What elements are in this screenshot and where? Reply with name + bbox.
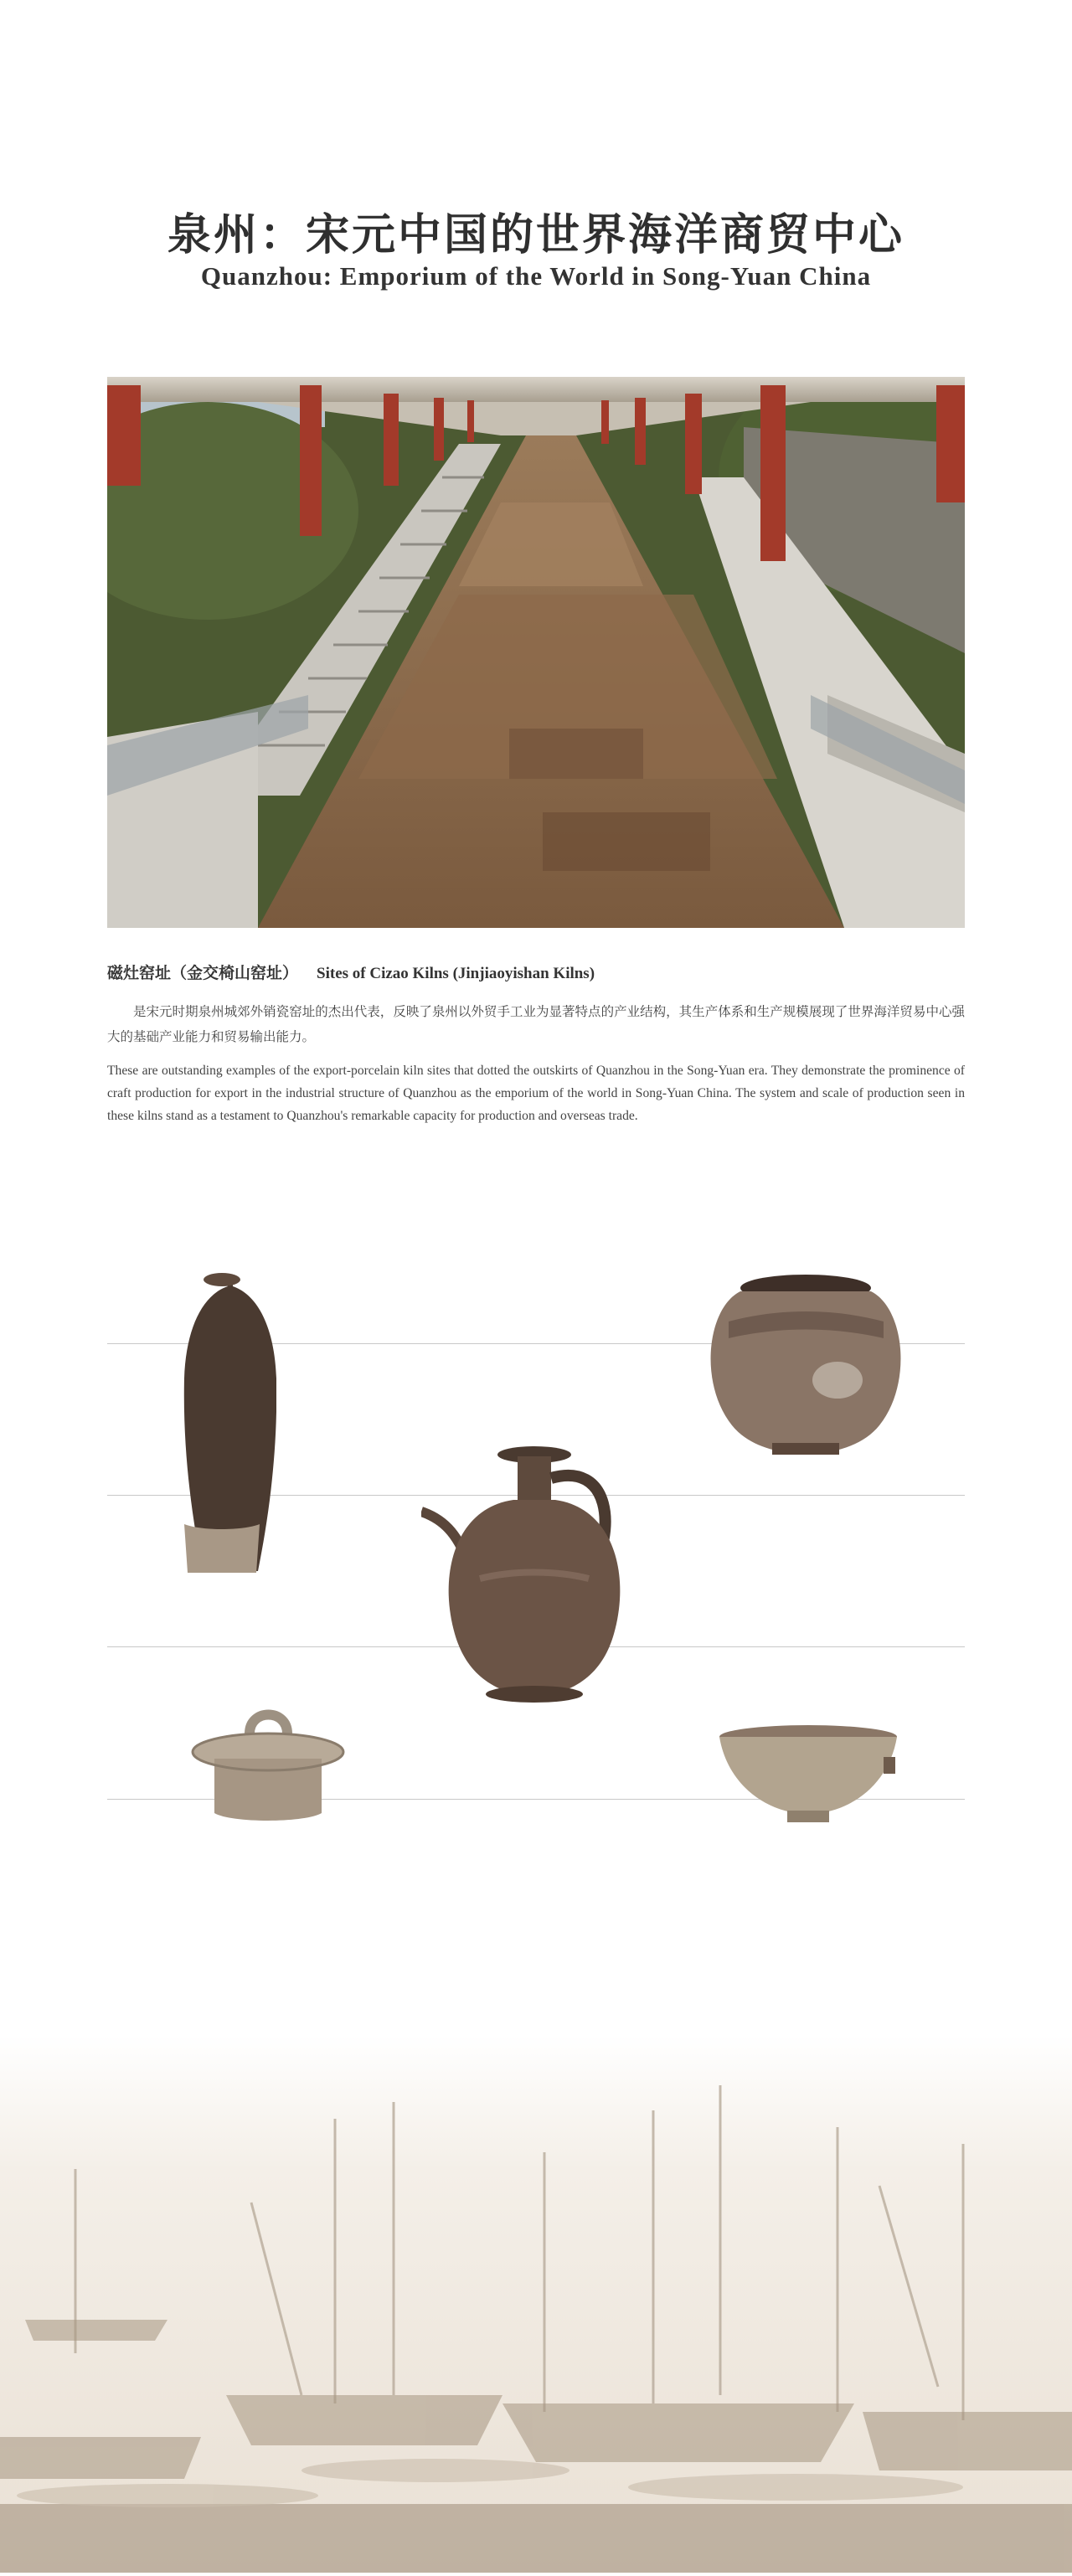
- jar-artifact: [704, 1271, 909, 1457]
- page-title-zh: 泉州：宋元中国的世界海洋商贸中心: [167, 209, 904, 260]
- harbor-mural-illustration: [0, 2035, 1072, 2573]
- bowl-artifact: [716, 1723, 900, 1826]
- site-caption: [107, 961, 965, 983]
- description-zh: 是宋元时期泉州城郊外销瓷窑址的杰出代表，反映了泉州以外贸手工业为显著特点的产业结构，其生产体系和生产规模展现了世界海洋贸易中心强大的基础产业能力和贸易输出能力。: [107, 1004, 965, 1044]
- ewer-artifact: [421, 1445, 631, 1704]
- kiln-site-photo: [107, 377, 965, 928]
- page-title-en: Quanzhou: Emporium of the World in Song-Yuan China: [200, 261, 872, 291]
- meiping-vase-artifact: [168, 1273, 276, 1579]
- covered-box-artifact: [191, 1708, 346, 1826]
- site-name-zh: 磁灶窑址（金交椅山窑址）: [107, 964, 299, 982]
- description-en: These are outstanding examples of the export-porcelain kiln sites that dotted the outskirts of Quanzhou in the Song-Yuan era. They demonstrate the prominence of craft production for export in the industrial structure of Quanzhou as the emporium of the world in Song-Yuan China. The system and scale of production seen in these kilns stand as a testament to Quanzhou's remarkable capacity for production and overseas trade.: [107, 1064, 965, 1123]
- site-name-en: Sites of Cizao Kilns (Jinjiaoyishan Kilns): [317, 965, 595, 982]
